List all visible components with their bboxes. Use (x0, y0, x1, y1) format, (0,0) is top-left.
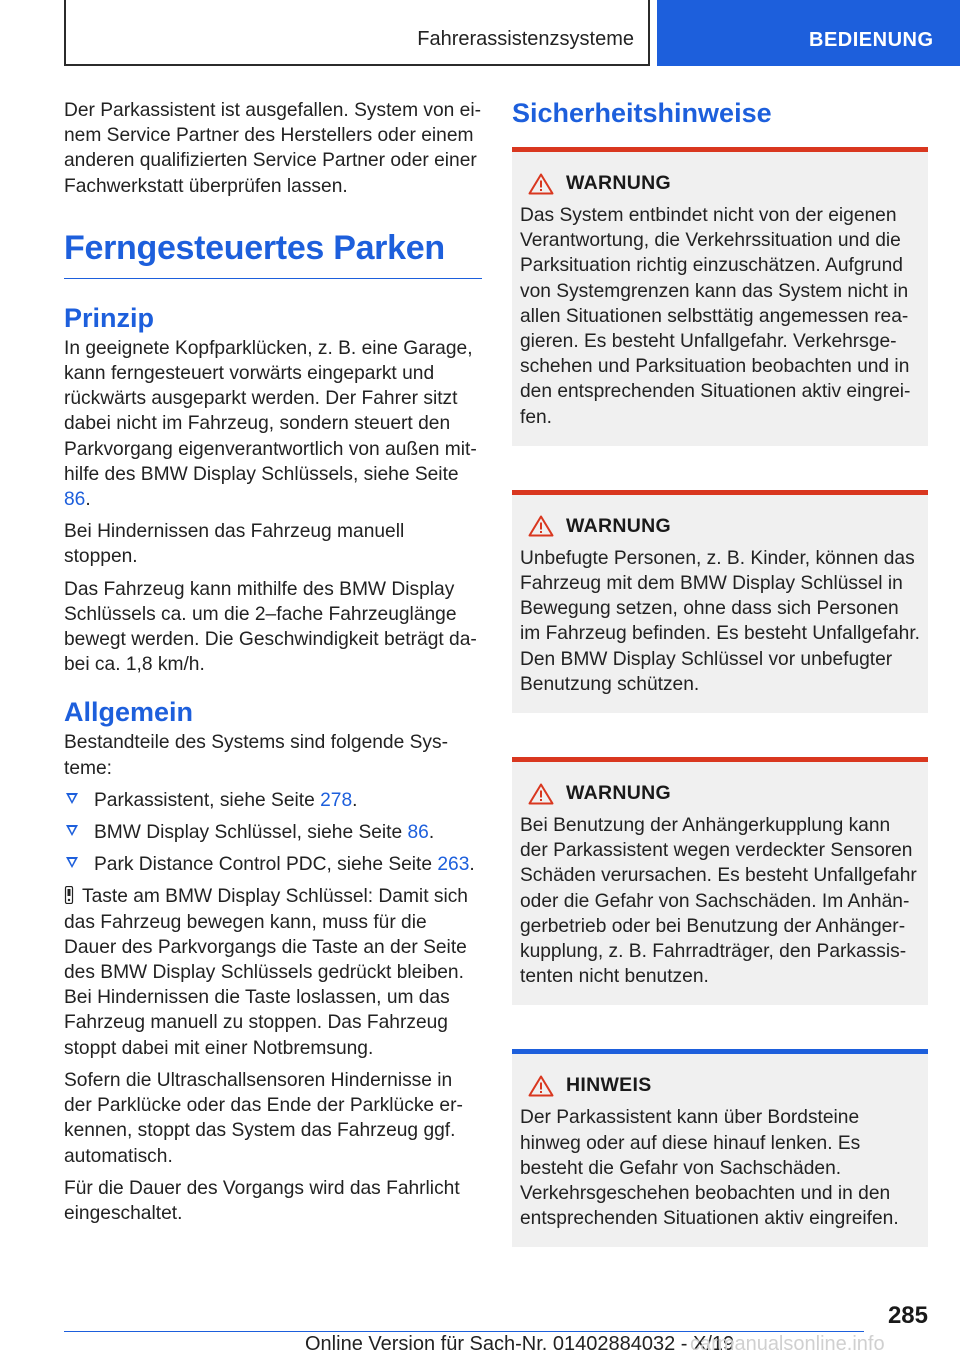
footer-divider (64, 1331, 864, 1332)
warning-text: Das System entbindet nicht von der eigenen Verantwortung, die Verkehrssituation und die Parksituation richtig einzuschätzen. Aufgrund von Systemgrenzen kann das System nicht in allen Situationen selbsttätig angemessen reagieren. Es besteht Unfallgefahr. Verkehrsgeschehen und Parksituation beobachten und in den entsprechenden Situationen aktiv eingreifen. (520, 205, 911, 428)
footer-online-version: Online Version für Sach-Nr. 01402884032 - X/19 (305, 1333, 735, 1355)
chapter-title: Fahrerassistenzsysteme (417, 28, 634, 50)
warning-box (512, 490, 928, 713)
notice-label: HINWEIS (566, 1074, 652, 1097)
warning-header (520, 172, 920, 195)
component-list (64, 788, 482, 878)
warning-triangle-icon (528, 1075, 554, 1097)
warning-header (520, 515, 920, 538)
warning-box (512, 757, 928, 1005)
warning-triangle-icon (528, 173, 554, 195)
section-title: BEDIENUNG (809, 29, 934, 51)
prinzip-paragraph-1: In geeignete Kopfparklücken, z. B. eine Garage, kann ferngesteuert vorwärts eingeparkt und rückwärts ausgeparkt werden. Der Fahrer sitzt dabei nicht im Fahrzeug, sondern steuert den Parkvorgang eigenverantwortlich von außen mithilfe des BMW Display Schlüssels, siehe Seite 86. (64, 337, 477, 511)
page-number: 285 (887, 1302, 928, 1329)
intro-paragraph: Der Parkassistent ist ausgefallen. System von einem Service Partner des Herstellers oder einem anderen qualifizierten Service Partner oder einer Fachwerkstatt überprüfen lassen. (64, 100, 481, 197)
warning-label: WARNUNG (566, 782, 672, 805)
warning-label: WARNUNG (566, 172, 672, 194)
display-key-icon (64, 886, 74, 904)
prinzip-paragraph-2: Bei Hindernissen das Fahrzeug manuell stoppen. (64, 521, 405, 568)
heading-allgemein: Allgemein (64, 697, 194, 728)
warning-text: Bei Benutzung der Anhängerkupplung kann der Parkassistent wegen verdeckter Sensoren Schäden verursachen. Es besteht Unfallgefahr oder die Gefahr von Sachschäden. Im Anhängerbetrieb oder bei Benutzung der Anhängerkupplung, z. B. Fahrradträger, den Parkassistenten nicht benutzen. (520, 815, 917, 988)
right-column (512, 98, 928, 1291)
warning-triangle-icon (528, 783, 554, 805)
warning-label: WARNUNG (566, 514, 672, 537)
notice-box (512, 1049, 928, 1247)
page-link-278[interactable]: 278 (320, 789, 353, 811)
page-header (0, 0, 960, 66)
triangle-bullet-icon (66, 825, 78, 836)
allgemein-paragraph-4: Für die Dauer des Vorgangs wird das Fahrlicht eingeschaltet. (64, 1177, 460, 1224)
allgemein-paragraph-2: Taste am BMW Display Schlüssel: Damit sich das Fahrzeug bewegen kann, muss für die Dauer des Parkvorgangs die Taste an der Seite des BMW Display Schlüssels gedrückt bleiben. Bei Hindernissen die Taste loslassen, um das Fahrzeug manuell zu stoppen. Das Fahrzeug stoppt dabei mit einer Notbremsung. (64, 886, 468, 1059)
warning-text: Unbefugte Personen, z. B. Kinder, können das Fahrzeug mit dem BMW Display Schlüssel in Bewegung setzen, ohne dass sich Personen im Fahrzeug befinden. Es besteht Unfallgefahr. Den BMW Display Schlüssel vor unbefugter Benutzung schützen. (520, 547, 920, 695)
section-tab (657, 0, 960, 66)
chapter-tab (64, 0, 650, 66)
footer-watermark: carmanualsonline.info (690, 1333, 885, 1355)
page-link-86[interactable]: 86 (64, 489, 86, 511)
prinzip-paragraph-3: Das Fahrzeug kann mithilfe des BMW Display Schlüssels ca. um die 2–fache Fahrzeuglänge bewegt werden. Die Geschwindigkeit beträgt dabei ca. 1,8 km/h. (64, 578, 477, 676)
left-column (64, 98, 482, 1233)
notice-text: Der Parkassistent kann über Bordsteine hinweg oder auf diese hinauf lenken. Es besteht die Gefahr von Sachschäden. Verkehrsgeschehen beobachten und in den entsprechenden Situationen aktiv eingreifen. (520, 1107, 899, 1230)
allgemein-paragraph-1: Bestandteile des Systems sind folgende Systeme: (64, 732, 448, 779)
allgemein-paragraph-3: Sofern die Ultraschallsensoren Hindernisse in der Parklücke oder das Ende der Parklücke erkennen, stoppt das System das Fahrzeug ggf. automatisch. (64, 1069, 463, 1167)
warning-header (520, 782, 920, 805)
list-item: Park Distance Control PDC, siehe Seite 263. (64, 852, 482, 877)
warning-box (512, 147, 928, 446)
page-link-263[interactable]: 263 (437, 854, 470, 876)
chapter-heading: Ferngesteuertes Parken (64, 229, 482, 279)
list-item: BMW Display Schlüssel, siehe Seite 86. (64, 820, 482, 845)
triangle-bullet-icon (66, 857, 78, 868)
notice-header (520, 1074, 920, 1097)
triangle-bullet-icon (66, 793, 78, 804)
heading-sicherheitshinweise: Sicherheitshinweise (512, 98, 772, 128)
heading-prinzip: Prinzip (64, 302, 155, 333)
warning-triangle-icon (528, 515, 554, 537)
list-item: Parkassistent, siehe Seite 278. (64, 788, 482, 813)
page-link-86[interactable]: 86 (407, 822, 429, 844)
